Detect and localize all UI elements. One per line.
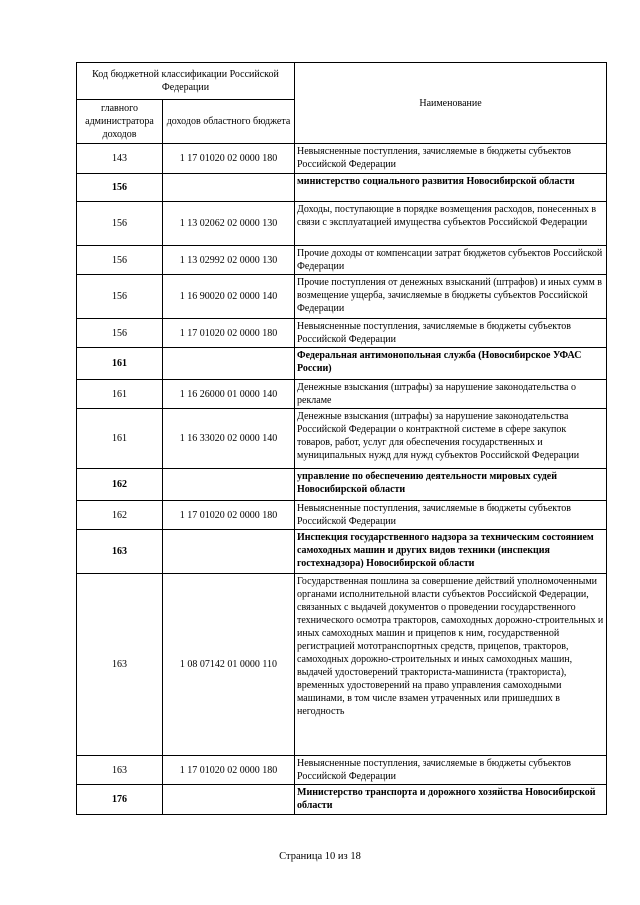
page-number: Страница 10 из 18 xyxy=(279,851,361,862)
table-row xyxy=(77,469,607,501)
table-row xyxy=(77,785,607,815)
header-income: доходов областного бюджета xyxy=(163,100,295,144)
table-row xyxy=(77,501,607,530)
cell-admin: 161 xyxy=(77,409,163,469)
table-body xyxy=(77,144,607,815)
table-row xyxy=(77,144,607,174)
cell-name: Федеральная антимонопольная служба (Новосибирское УФАС России) xyxy=(295,348,607,380)
cell-income-code xyxy=(163,174,295,202)
cell-income-code: 1 16 33020 02 0000 140 xyxy=(163,409,295,469)
cell-income-code xyxy=(163,348,295,380)
cell-admin: 162 xyxy=(77,469,163,501)
cell-admin: 163 xyxy=(77,530,163,574)
cell-income-code: 1 16 90020 02 0000 140 xyxy=(163,275,295,319)
cell-name: Денежные взыскания (штрафы) за нарушение законодательства о рекламе xyxy=(295,380,607,409)
cell-name: Прочие доходы от компенсации затрат бюджетов субъектов Российской Федерации xyxy=(295,246,607,275)
cell-name: Инспекция государственного надзора за техническим состоянием самоходных машин и других видов техники (инспекция гостехнадзора) Новосибирской области xyxy=(295,530,607,574)
table-row xyxy=(77,574,607,756)
cell-income-code: 1 13 02062 02 0000 130 xyxy=(163,202,295,246)
header-code-group: Код бюджетной классификации Российской Федерации xyxy=(77,63,295,100)
table-row xyxy=(77,202,607,246)
cell-admin: 156 xyxy=(77,202,163,246)
cell-income-code xyxy=(163,469,295,501)
cell-income-code: 1 17 01020 02 0000 180 xyxy=(163,501,295,530)
cell-income-code: 1 16 26000 01 0000 140 xyxy=(163,380,295,409)
cell-admin: 156 xyxy=(77,319,163,348)
cell-income-code: 1 08 07142 01 0000 110 xyxy=(163,574,295,756)
table-row xyxy=(77,275,607,319)
table-row xyxy=(77,246,607,275)
table-row xyxy=(77,380,607,409)
header-name: Наименование xyxy=(295,63,607,144)
cell-name: Прочие поступления от денежных взысканий (штрафов) и иных сумм в возмещение ущерба, зачисляемые в бюджеты субъектов Российской Федерации xyxy=(295,275,607,319)
cell-name: Государственная пошлина за совершение действий уполномоченными органами исполнительной власти субъектов Российской Федерации, связанных с выдачей документов о проведении государственного технического осмотра тракторов, самоходных дорожно-строительных и иных самоходных машин и прицепов к ним, государственной регистрацией мототранспортных средств, прицепов, тракторов, самоходных дорожно-строительных и иных самоходных машин, выдачей удостоверений тракториста-машиниста (тракториста), временных удостоверений на право управления самоходными машинами, в том числе взамен утраченных или пришедших в негодность xyxy=(295,574,607,756)
cell-name: Невыясненные поступления, зачисляемые в бюджеты субъектов Российской Федерации xyxy=(295,319,607,348)
cell-name: управление по обеспечению деятельности мировых судей Новосибирской области xyxy=(295,469,607,501)
table-row xyxy=(77,348,607,380)
table-row xyxy=(77,409,607,469)
table-row xyxy=(77,756,607,785)
cell-admin: 162 xyxy=(77,501,163,530)
cell-income-code xyxy=(163,785,295,815)
cell-admin: 161 xyxy=(77,380,163,409)
cell-admin: 156 xyxy=(77,275,163,319)
cell-name: министерство социального развития Новосибирской области xyxy=(295,174,607,202)
budget-classification-table xyxy=(76,62,607,815)
cell-admin: 163 xyxy=(77,574,163,756)
cell-admin: 156 xyxy=(77,174,163,202)
cell-income-code: 1 13 02992 02 0000 130 xyxy=(163,246,295,275)
cell-admin: 163 xyxy=(77,756,163,785)
cell-name: Доходы, поступающие в порядке возмещения расходов, понесенных в связи с эксплуатацией имущества субъектов Российской Федерации xyxy=(295,202,607,246)
cell-name: Невыясненные поступления, зачисляемые в бюджеты субъектов Российской Федерации xyxy=(295,501,607,530)
cell-admin: 156 xyxy=(77,246,163,275)
table-row xyxy=(77,530,607,574)
cell-name: Невыясненные поступления, зачисляемые в бюджеты субъектов Российской Федерации xyxy=(295,144,607,174)
table-row xyxy=(77,174,607,202)
table-row xyxy=(77,319,607,348)
header-admin: главного администратора доходов xyxy=(77,100,163,144)
cell-income-code: 1 17 01020 02 0000 180 xyxy=(163,756,295,785)
cell-admin: 143 xyxy=(77,144,163,174)
cell-income-code xyxy=(163,530,295,574)
cell-name: Невыясненные поступления, зачисляемые в бюджеты субъектов Российской Федерации xyxy=(295,756,607,785)
cell-admin: 176 xyxy=(77,785,163,815)
cell-admin: 161 xyxy=(77,348,163,380)
cell-income-code: 1 17 01020 02 0000 180 xyxy=(163,144,295,174)
cell-income-code: 1 17 01020 02 0000 180 xyxy=(163,319,295,348)
cell-name: Министерство транспорта и дорожного хозяйства Новосибирской области xyxy=(295,785,607,815)
cell-name: Денежные взыскания (штрафы) за нарушение законодательства Российской Федерации о контрактной системе в сфере закупок товаров, работ, услуг для обеспечения государственных и муниципальных нужд для нужд субъектов Российской Федерации xyxy=(295,409,607,469)
